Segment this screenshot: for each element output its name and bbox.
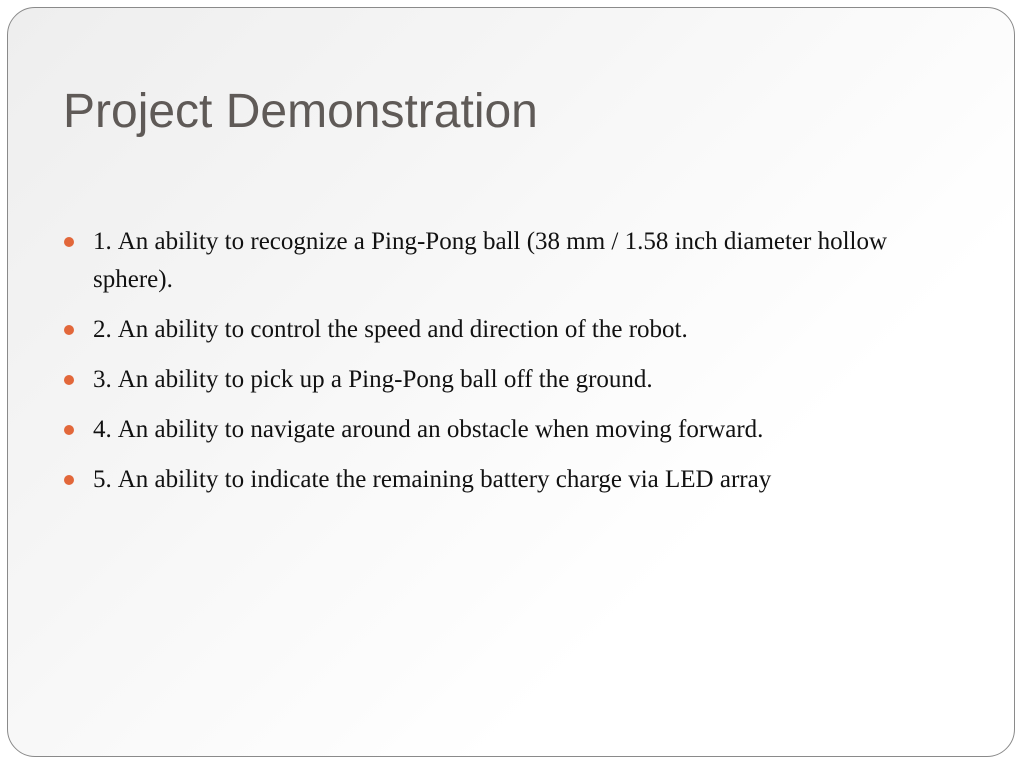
- bullet-text: An ability to recognize a Ping-Pong ball (38 mm / 1.58 inch diameter hollow sphere).: [93, 228, 888, 293]
- bullet-text: An ability to pick up a Ping-Pong ball off the ground.: [117, 366, 653, 393]
- bullet-list: [63, 223, 963, 511]
- bullet-dot-icon: [64, 475, 74, 485]
- bullet-number: 2.: [93, 316, 112, 343]
- bullet-dot-icon: [64, 425, 74, 435]
- bullet-dot-icon: [64, 375, 74, 385]
- list-item: [63, 461, 963, 499]
- list-item: [63, 411, 963, 449]
- bullet-number: 3.: [93, 366, 112, 393]
- slide-frame: [7, 7, 1015, 757]
- bullet-text: An ability to control the speed and direction of the robot.: [117, 316, 688, 343]
- list-item: [63, 361, 963, 399]
- bullet-number: 5.: [93, 466, 112, 493]
- bullet-text: An ability to indicate the remaining battery charge via LED array: [117, 466, 772, 493]
- list-item: [63, 223, 963, 299]
- bullet-number: 4.: [93, 416, 112, 443]
- bullet-dot-icon: [64, 325, 74, 335]
- bullet-text: An ability to navigate around an obstacle when moving forward.: [117, 416, 764, 443]
- list-item: [63, 311, 963, 349]
- slide-title: Project Demonstration: [63, 85, 538, 138]
- bullet-dot-icon: [64, 237, 74, 247]
- bullet-number: 1.: [93, 228, 112, 255]
